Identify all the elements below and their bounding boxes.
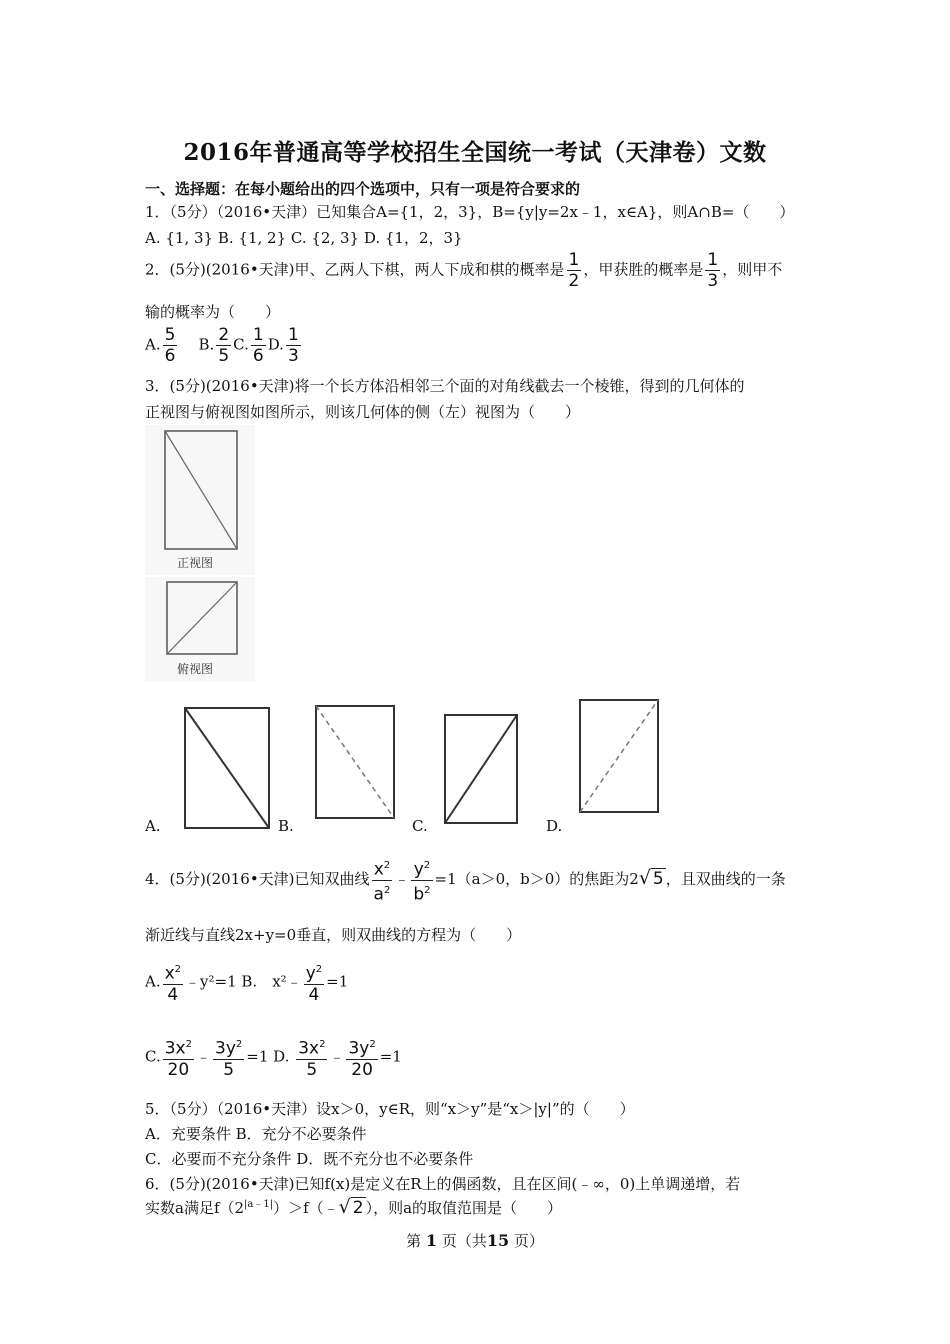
q3-option-d-figure [575, 695, 665, 820]
q4-option-b-frac: $\frac{y^2}{4}$ [304, 960, 324, 1005]
section-heading: 一、选择题：在每小题给出的四个选项中，只有一项是符合要求的 [145, 180, 581, 198]
page-total: 15 [486, 1231, 510, 1250]
q2-options: A. $\frac{5}{6}$ B. $\frac{2}{5}$ C. $\frac{1}{6}$ D. $\frac{1}{3}$ [145, 325, 299, 366]
q3-option-c-label: C. [412, 817, 428, 835]
q3-option-a-label: A. [145, 817, 161, 835]
q2-option-c-frac: $\frac{1}{6}$ [252, 325, 264, 366]
q6-stem-line1: 6．(5分)(2016•天津)已知f(x)是定义在R上的偶函数，且在区间(﹣∞，0)上单调递增，若 [145, 1175, 741, 1193]
q4-option-c-frac2: $\frac{3y^2}{5}$ [213, 1035, 244, 1080]
q4-options-ab: A. $\frac{x^2}{4}$ ﹣y²=1 B. x²﹣ $\frac{y^2}{4}$ =1 [145, 960, 348, 1005]
q4-stem-line1: 4．(5分)(2016•天津)已知双曲线 $\frac{x^2}{a^2}$ ﹣ $\frac{y^2}{b^2}$ =1（a＞0，b＞0）的焦距为2√ 5 ，且双曲线的一条 [145, 856, 786, 904]
q3-stem-line2: 正视图与俯视图如图所示，则该几何体的侧（左）视图为（ ） [145, 403, 581, 421]
q3-option-b-label: B. [278, 817, 294, 835]
q4-option-d-frac1: $\frac{3x^2}{5}$ [296, 1035, 327, 1080]
page-title: 2016年普通高等学校招生全国统一考试（天津卷）文数 [183, 139, 767, 166]
front-view-caption: 正视图 [177, 556, 214, 570]
q6-sqrt2: √ 2 [338, 1196, 364, 1218]
q5-stem: 5．（5分）（2016•天津）设x＞0，y∈R，则“x＞y”是“x＞|y|”的（ ） [145, 1100, 635, 1118]
q6-exponent: |a﹣1| [244, 1199, 274, 1210]
q6-stem-line2: 实数a满足$f(2^{|a﹣1|})>f(﹣√$ 2 ），则a的取值范围是（ ） [145, 1196, 563, 1218]
q2-frac1: $\frac{1}{2}$ [568, 250, 580, 291]
q2-stem-b: ，甲获胜的概率是 [583, 260, 704, 279]
q5-options-ab: A．充要条件 B．充分不必要条件 [145, 1125, 367, 1143]
q3-option-a-figure [180, 703, 275, 833]
q2-frac2: $\frac{1}{3}$ [707, 250, 719, 291]
q2-stem-line2: 输的概率为（ ） [145, 303, 281, 321]
q4-option-a-frac: $\frac{x^2}{4}$ [163, 960, 183, 1005]
top-view-figure [145, 577, 255, 682]
q2-option-d-frac: $\frac{1}{3}$ [287, 325, 299, 366]
page-number: 1 [425, 1231, 438, 1250]
q3-option-d-label: D. [546, 817, 563, 835]
q4-stem-line2: 渐近线与直线2x+y=0垂直，则双曲线的方程为（ ） [145, 926, 522, 944]
q5-options-cd: C．必要而不充分条件 D．既不充分也不必要条件 [145, 1150, 474, 1168]
q2-option-b-frac: $\frac{2}{5}$ [218, 325, 230, 366]
q4-frac-y: $\frac{y^2}{b^2}$ [411, 856, 432, 904]
q2-stem-a: 2．(5分)(2016•天津)甲、乙两人下棋，两人下成和棋的概率是 [145, 260, 565, 279]
front-view-figure [145, 425, 255, 575]
q2-stem-line1 [145, 250, 782, 291]
q4-options-cd: C. $\frac{3x^2}{20}$ ﹣ $\frac{3y^2}{5}$ =1 D. $\frac{3x^2}{5}$ ﹣ $\frac{3y^2}{20}$ =1 [145, 1035, 402, 1080]
page-footer: 第 1 页（共15 页） [406, 1231, 544, 1250]
q3-option-b-figure [308, 700, 403, 825]
q4-frac-x: $\frac{x^2}{a^2}$ [372, 856, 393, 904]
q1-stem: 1．（5分）（2016•天津）已知集合A={1，2，3}，B={y|y=2x﹣1，x∈A}，则A∩B=（ ） [145, 203, 795, 221]
q2-stem-c: ，则甲不 [722, 260, 783, 279]
q3-option-c-figure [440, 710, 525, 830]
q4-option-d-frac2: $\frac{3y^2}{20}$ [346, 1035, 377, 1080]
q4-sqrt5: √ 5 [638, 867, 664, 890]
q1-options: A. {1, 3} B. {1, 2} C. {2, 3} D. {1，2，3} [145, 229, 463, 247]
q2-option-a-frac: $\frac{5}{6}$ [164, 325, 176, 366]
q3-stem-line1: 3．(5分)(2016•天津)将一个长方体沿相邻三个面的对角线截去一个棱锥，得到的几何体的 [145, 377, 745, 395]
top-view-caption: 俯视图 [177, 662, 214, 676]
q4-option-c-frac1: $\frac{3x^2}{20}$ [163, 1035, 194, 1080]
